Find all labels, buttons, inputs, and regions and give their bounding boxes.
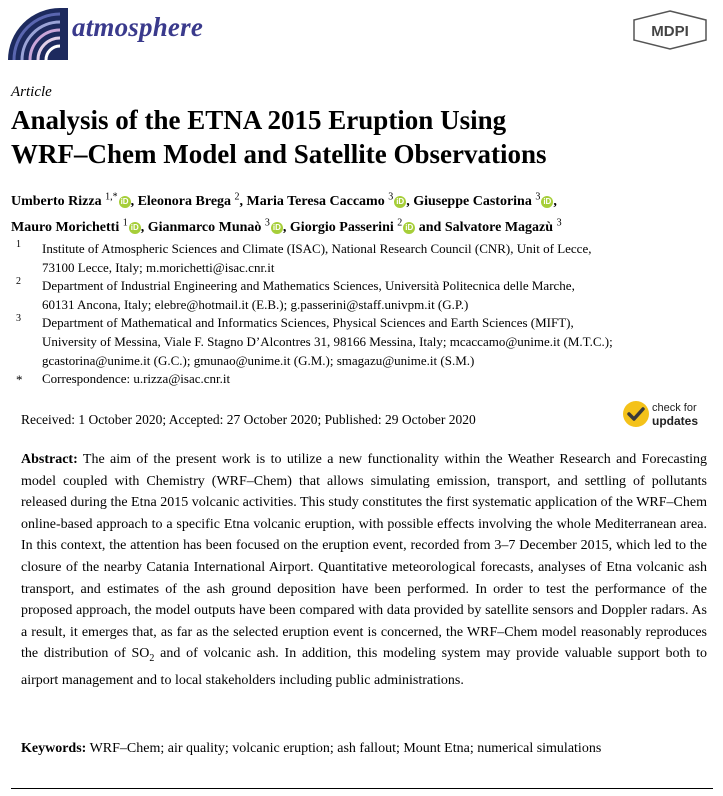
title-line-2: WRF–Chem Model and Satellite Observations	[11, 139, 547, 169]
abstract-text: The aim of the present work is to utilize a new functionality within the Weather Research and Forecasting model coupled with Chemistry (WRF–Chem) that allows simulating emission, transport, and settling of pollutants released during the Etna 2015 volcanic activities. This study constitutes the first systematic application of the WRF–Chem online-based approach to a specific Etna volcanic eruption, with possible effects involving the whole Mediterranean area. In this context, the attention has been focused on the eruption event, recorded from 3–7 December 2015, which led to the closure of the nearby Catania International Airport. Quantitative meteorological forecasts, analyses of Etna volcanic ash transport, and estimates of the ash ground deposition have been performed. In order to test the performance of the proposed approach, the model outputs have been compared with data provided by satellite sensors and Doppler radars. As a result, it emerges that, as far as the selected eruption event is concerned, the WRF–Chem model reasonably reproduces the distribution of SO	[21, 452, 708, 662]
affiliations	[14, 240, 714, 389]
correspondence: * Correspondence: u.rizza@isac.cnr.it	[14, 370, 714, 389]
affiliation-1: 1 Institute of Atmospheric Sciences and Climate (ISAC), National Research Council (CNR), Unit of Lecce, 73100 Lecce, Italy; m.morichetti@isac.cnr.it	[14, 240, 714, 277]
abstract	[21, 449, 707, 691]
orcid-icon[interactable]: iD	[130, 223, 139, 233]
check-for-label: check for	[652, 402, 697, 414]
abstract-subscript: 2	[149, 653, 155, 665]
updates-label: updates	[652, 414, 699, 428]
author-5[interactable]: Mauro Morichetti $^1$ iD ,	[11, 217, 148, 236]
affiliation-3: 3 Department of Mathematical and Informatics Sciences, Physical Sciences and Earth Sciences (MIFT), University of Messina, Viale F. Stagno D’Alcontres 31, 98166 Messina, Italy; mcaccamo@unime.it (M.T.C.); gcastorina@unime.it (G.C.); gmunao@unime.it (G.M.); smagazu@unime.it (S.M.)	[14, 314, 714, 370]
divider	[11, 788, 713, 789]
orcid-icon[interactable]: iD	[272, 223, 281, 233]
affiliation-mark: 3	[16, 313, 21, 325]
title-line-1: Analysis of the ETNA 2015 Eruption Using	[11, 105, 507, 135]
article-type: Article	[11, 84, 52, 100]
article-title	[11, 103, 711, 171]
author-list	[11, 186, 711, 239]
journal-logo-icon	[8, 8, 68, 60]
author-4[interactable]: Giuseppe Castorina $^3$ iD ,	[413, 191, 557, 209]
abstract-label: Abstract:	[21, 452, 78, 467]
orcid-icon[interactable]: iD	[120, 196, 129, 206]
orcid-icon[interactable]: iD	[396, 196, 405, 206]
journal-header	[0, 0, 723, 70]
author-6[interactable]: Gianmarco Munaò $^3$ iD ,	[147, 217, 290, 236]
affiliation-mark: *	[16, 372, 23, 388]
author-2[interactable]: Eleonora Brega $^2$,	[137, 191, 247, 209]
affiliation-mark: 1	[16, 239, 21, 250]
check-for-updates-button[interactable]	[622, 400, 714, 432]
mdpi-logo-icon	[632, 10, 708, 50]
publisher-name: MDPI	[651, 23, 689, 40]
orcid-icon[interactable]: iD	[405, 223, 414, 233]
journal-name: atmosphere	[72, 12, 204, 42]
author-7[interactable]: Giorgio Passerini $^2$ iD and	[289, 217, 445, 236]
publication-dates: Received: 1 October 2020; Accepted: 27 October 2020; Published: 29 October 2020	[21, 412, 476, 427]
keywords-text: WRF–Chem; air quality; volcanic eruption; ash fallout; Mount Etna; numerical simulations	[89, 741, 602, 756]
author-1[interactable]: Umberto Rizza $^{1,*}$ iD ,	[11, 191, 138, 209]
author-3[interactable]: Maria Teresa Caccamo $^3$ iD ,	[246, 191, 414, 209]
affiliation-mark: 2	[16, 276, 21, 288]
abstract-text-end: and of volcanic ash. In addition, this modeling system may provide valuable support both to airport management and to local stakeholders including public administrations.	[21, 646, 707, 688]
affiliation-2: 2 Department of Industrial Engineering and Mathematics Sciences, Università Politecnica delle Marche, 60131 Ancona, Italy; elebre@hotmail.it (E.B.); g.passerini@staff.univpm.it (G.P.)	[14, 277, 714, 314]
keywords-label: Keywords:	[21, 741, 87, 756]
check-for-updates-icon	[622, 400, 650, 428]
orcid-icon[interactable]: iD	[543, 196, 552, 206]
author-8[interactable]: Salvatore Magazù $^3$	[444, 217, 562, 236]
keywords	[21, 741, 711, 757]
